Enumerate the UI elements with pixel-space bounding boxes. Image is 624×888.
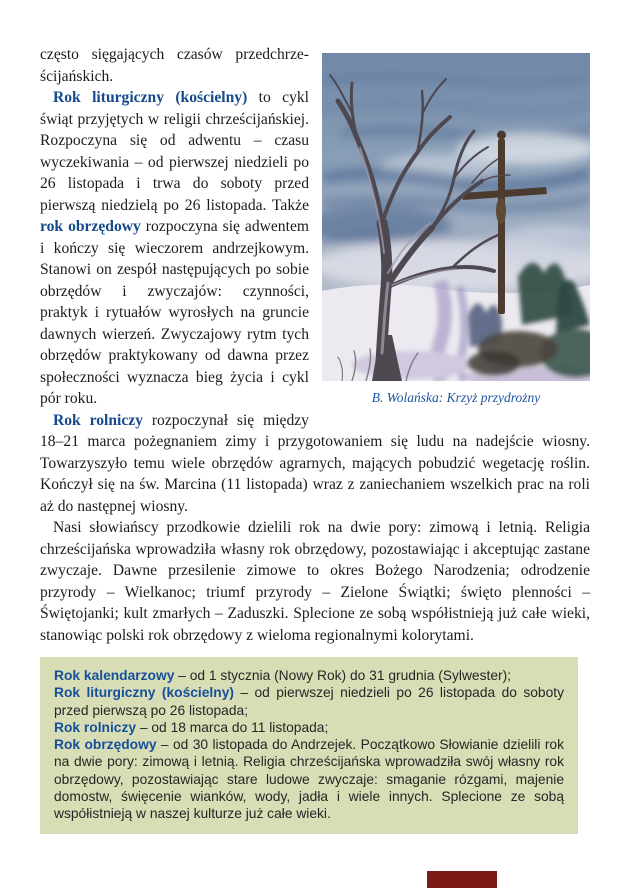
text-run: to cykl świąt przyjętych w religii chrześcijańskiej. Rozpoczyna się od adwentu – czasu wyczekiwania – od pierwszej niedzieli po 26 listopada i trwa do soboty przed pierwszą niedzielą po 26 listopada. Także	[40, 89, 310, 214]
term-rok-obrzedowy-box: Rok obrzędowy	[54, 737, 157, 753]
figure-artwork	[322, 53, 590, 406]
summary-item-calendar-year	[54, 667, 564, 684]
paragraph-slavic-ancestors: Nasi słowiańscy przodkowie dzielili rok na dwie pory: zimową i letnią. Religia chrześcijańska wprowadziła własny rok obrzędowy, pozostawiając i akceptując zastane zwyczaje. Dawne przesilenie zimowe to okres Bożego Narodzenia; odrodzenie przyrody – Wielkanoc; triumf przyrody – Zielone Świątki; święto plenności – Świętojanki; kult zmarłych – Zaduszki. Splecione ze sobą współistnieją już całe wieki, stanowiąc polski rok obrzędowy z wieloma regionalnymi kolorytami.	[40, 519, 590, 644]
term-rok-liturgiczny-box: Rok liturgiczny (kościelny)	[54, 685, 234, 701]
body-text	[40, 44, 590, 834]
summary-box	[40, 657, 578, 834]
term-rok-rolniczy-box: Rok rolniczy	[54, 719, 137, 735]
text-run: – od 1 stycznia (Nowy Rok) do 31 grudnia (Sylwester);	[174, 668, 512, 683]
text-run: rozpoczyna się adwentem i kończy się wieczorem andrzejkowym. Stanowi on zespół następujących po sobie obrzędów i zwyczajów: czynności, praktyk i rytuałów wyrosłych na gruncie dawnych wierzeń. Zwyczajowy rytm tych obrzędów praktykowany od dawna przez społeczności wyznacza bieg życia i cykl pór roku.	[40, 218, 309, 407]
page-footer-marker	[427, 871, 497, 888]
text-run: – od 18 marca do 11 listopada;	[136, 719, 329, 735]
text-run: – od pierwszej niedzieli po 26 listopada do soboty przed pierwszą po 26 listopada;	[54, 685, 564, 718]
felted-wool-cross-artwork-image	[322, 53, 590, 381]
text-run: rozpoczynał się między 18–21 marca pożegnaniem zimy i przygotowaniem się ludu na nadejście wiosny. Towarzyszyło temu wiele obrzędów agrarnych, mających pobudzić wegetację roślin. Kończył się na św. Marcina (11 listopada) wraz z zaniechaniem wszelkich prac na roli aż do następnej wiosny.	[40, 411, 590, 515]
summary-item-agricultural-year	[54, 719, 564, 736]
figure-caption: B. Wolańska: Krzyż przydrożny	[371, 390, 541, 405]
summary-item-ritual-year	[54, 736, 564, 822]
term-rok-kalendarzowy: Rok kalendarzowy	[54, 668, 175, 683]
text-run: – od 30 listopada do Andrzejek. Początkowo Słowianie dzielili rok na dwie pory: zimową i letnią. Religia chrześcijańska wprowadziła swój własny rok obrzędowy, pozostawiając stare ludowe zwyczaje: smaganie rózgami, majenie domostw, święcenie wianków, wody, jadła i wiele innych. Splecione ze sobą współistnieją w naszej kulturze już całe wieki.	[54, 737, 564, 822]
summary-item-liturgical-year	[54, 684, 564, 719]
term-rok-liturgiczny: Rok liturgiczny (kościelny)	[53, 89, 248, 106]
paragraph-agricultural-year	[40, 410, 590, 518]
term-rok-rolniczy: Rok rolniczy	[53, 411, 143, 429]
paragraph-intro: często sięgających czasów przedchrześcijańskich.	[40, 46, 309, 85]
term-rok-obrzedowy: rok obrzędowy	[40, 218, 141, 235]
